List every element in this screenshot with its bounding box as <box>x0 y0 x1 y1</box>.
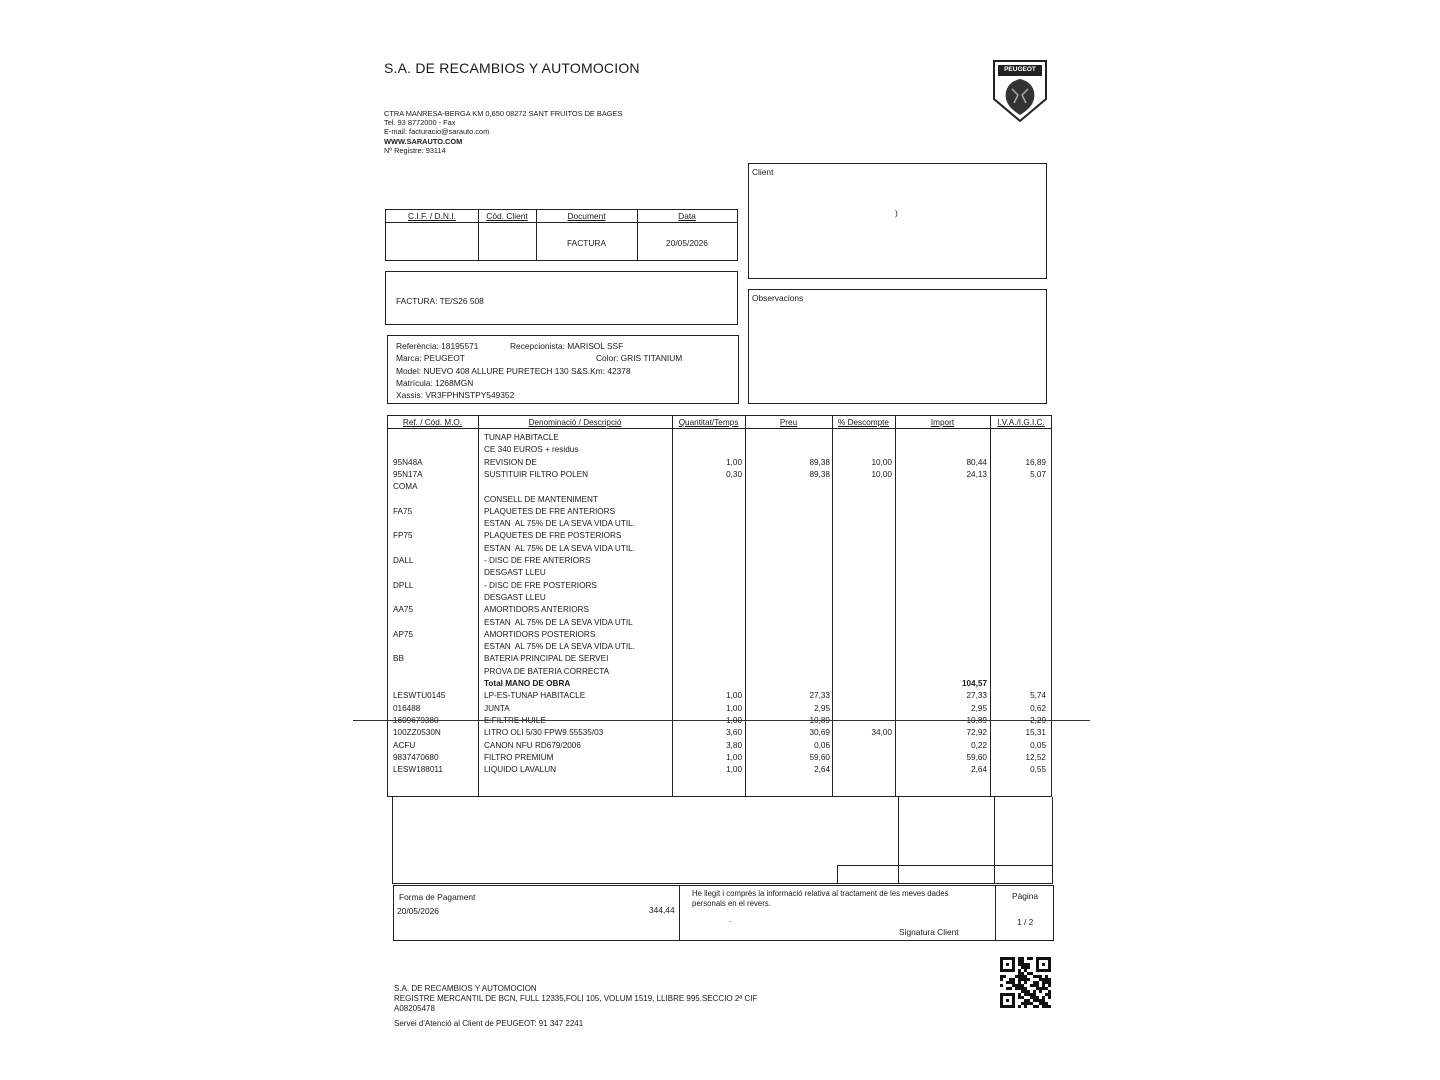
row-price: 2,64 <box>814 765 830 775</box>
document-header-table <box>385 209 738 261</box>
row-price: 59,60 <box>809 752 830 762</box>
row-quantity: 1,00 <box>726 691 742 701</box>
row-quantity: 0,30 <box>726 469 742 479</box>
payment-box <box>393 885 1054 941</box>
observations-box <box>748 289 1047 404</box>
client-code-label: Cód. Client <box>486 211 528 221</box>
row-vat: 0,55 <box>1030 765 1046 775</box>
row-ref: 9837470680 <box>393 752 439 762</box>
company-email: E-mail: facturacio@sarauto.com <box>384 127 490 137</box>
client-label: Client <box>752 167 774 177</box>
row-vat: 5,74 <box>1030 691 1046 701</box>
row-description: ESTAN AL 75% DE LA SEVA VIDA UTIL <box>484 617 633 627</box>
vehicle-make: Marca: PEUGEOT <box>396 353 465 363</box>
row-amount: 2,64 <box>971 765 987 775</box>
col-header-description: Denominació / Descripció <box>528 418 622 427</box>
col-header-vat: I.V.A./I.G.I.C. <box>997 418 1045 427</box>
row-description: SUSTITUIR FILTRO POLEN <box>484 469 589 479</box>
row-price: 30,69 <box>809 728 830 738</box>
row-description: TUNAP HABITACLE <box>484 433 559 442</box>
row-quantity: 3,60 <box>726 728 742 738</box>
privacy-consent-text: He llegit i comprès la informació relativa al tractament de les meves dades personals en el revers. <box>692 889 949 908</box>
row-description: CONSELL DE MANTENIMENT <box>484 494 598 504</box>
row-price: 2,95 <box>814 703 830 713</box>
row-description: LIQUIDO LAVALUN <box>484 765 557 775</box>
row-description: LITRO OLI 5/30 FPW9.55535/03 <box>484 728 604 738</box>
row-ref: FA75 <box>393 506 413 516</box>
row-amount: 27,33 <box>966 691 987 701</box>
page-number: 1 / 2 <box>1017 917 1034 927</box>
row-ref: AA75 <box>393 605 414 615</box>
row-description: DESGAST LLEU <box>484 568 546 578</box>
row-quantity: 1,00 <box>726 752 742 762</box>
row-amount: 0,22 <box>971 740 987 750</box>
row-description <box>484 715 670 727</box>
observations-label: Observacions <box>752 293 804 303</box>
col-header-price: Preu <box>779 418 798 427</box>
invoice-number: FACTURA: TE/S26 508 <box>396 296 484 306</box>
row-quantity: 1,00 <box>726 457 742 467</box>
row-ref <box>393 715 477 727</box>
row-description: JUNTA <box>484 703 510 713</box>
footer-company: S.A. DE RECAMBIOS Y AUTOMOCION <box>394 984 537 993</box>
company-address-block <box>384 109 622 155</box>
client-signature-label: Signatura Client <box>899 927 959 937</box>
col-header-quantity: Quantitat/Temps <box>678 418 739 427</box>
scan-line <box>353 720 1090 721</box>
footer-registry: REGISTRE MERCANTIL DE BCN, FULL 12335,FOLI 105, VOLUM 1519, LLIBRE 995.SECCIO 2ª CIF <box>394 994 758 1003</box>
peugeot-logo <box>990 59 1050 123</box>
col-header-ref: Ref. / Cód. M.O. <box>402 418 463 427</box>
vehicle-model: Model: NUEVO 408 ALLURE PURETECH 130 S&S.Km: 42378 <box>396 366 631 376</box>
row-vat: 12,52 <box>1025 752 1046 762</box>
row-ref: ACFU <box>393 740 416 750</box>
row-quantity: 3,80 <box>726 740 742 750</box>
row-description: FILTRO PREMIUM <box>484 752 554 762</box>
row-description: PLAQUETES DE FRE POSTERIORS <box>484 531 622 541</box>
row-ref: LESWTU0145 <box>393 691 446 701</box>
row-discount: 34,00 <box>871 728 892 738</box>
row-amount: 2,95 <box>971 703 987 713</box>
footer-customer-service: Servei d'Atenció al Client de PEUGEOT: 91 347 2241 <box>394 1019 584 1028</box>
row-description: CANON NFU RD679/2006 <box>484 740 581 750</box>
row-description: - DISC DE FRE ANTERIORS <box>484 556 591 565</box>
row-ref: 95N17A <box>393 469 423 479</box>
row-description: CE 340 EUROS + residus <box>484 445 579 455</box>
row-price: 27,33 <box>809 691 830 701</box>
vehicle-plate: Matrícula: 1268MGN <box>396 378 474 388</box>
qr-code-icon <box>1000 957 1051 1008</box>
client-box <box>748 163 1047 279</box>
row-discount: 10,00 <box>871 457 892 467</box>
vehicle-receptionist: Recepcionista: MARISOL SSF <box>510 341 624 351</box>
row-price: 0,06 <box>814 740 830 750</box>
row-price: 89,38 <box>809 469 830 479</box>
cif-label: C.I.F. / D.N.I. <box>408 211 456 221</box>
row-description: LP-ES-TUNAP HABITACLE <box>484 691 586 701</box>
row-ref: 100ZZ0530N <box>393 728 441 738</box>
row-ref: COMA <box>393 482 418 492</box>
consent-mark: . <box>729 914 732 924</box>
vehicle-reference: Referència: 18195571 <box>396 341 479 351</box>
row-ref: FP75 <box>393 531 413 541</box>
row-ref: DPLL <box>393 580 414 590</box>
row-description: Total MANO DE OBRA <box>484 679 571 688</box>
footer-cif: A08205478 <box>394 1004 435 1013</box>
row-discount: 10,00 <box>871 469 892 479</box>
row-ref: BB <box>393 654 404 664</box>
company-web: WWW.SARAUTO.COM <box>384 136 463 146</box>
vehicle-color: Color: GRIS TITANIUM <box>596 353 683 363</box>
row-quantity: 1,00 <box>726 765 742 775</box>
row-description: REVISION DE <box>484 457 537 467</box>
row-amount <box>895 715 987 727</box>
row-amount: 24,13 <box>966 469 987 479</box>
row-description: DESGAST LLEU <box>484 592 546 602</box>
row-price <box>745 715 830 727</box>
payment-method-label: Forma de Pagament <box>399 892 476 902</box>
totals-box <box>837 865 1053 884</box>
payment-amount: 344,44 <box>649 905 675 915</box>
row-vat: 16,89 <box>1025 457 1046 467</box>
document-type: FACTURA <box>566 238 607 248</box>
col-header-amount: Import <box>930 418 955 427</box>
date-label: Data <box>678 211 696 221</box>
row-vat: 0,62 <box>1030 703 1046 713</box>
company-name: S.A. DE RECAMBIOS Y AUTOMOCION <box>384 60 640 76</box>
row-amount: 80,44 <box>966 457 987 467</box>
logo-text: PEUGEOT <box>1004 66 1036 73</box>
row-amount: 59,60 <box>966 752 987 762</box>
row-description: - DISC DE FRE POSTERIORS <box>484 580 597 590</box>
row-description: ESTAN AL 75% DE LA SEVA VIDA UTIL. <box>484 519 635 529</box>
invoice-reference-box <box>385 271 738 325</box>
vehicle-vin: Xassis: VR3FPHNSTPY549352 <box>396 390 515 400</box>
row-description: AMORTIDORS POSTERIORS <box>484 629 596 639</box>
row-vat: 15,31 <box>1025 728 1046 738</box>
row-ref: DALL <box>393 556 414 565</box>
page-label: Pàgina <box>1012 891 1039 901</box>
row-quantity <box>672 715 742 727</box>
row-ref: 016488 <box>393 703 421 713</box>
document-label: Document <box>567 211 606 221</box>
row-vat <box>990 715 1046 727</box>
row-quantity: 1,00 <box>726 703 742 713</box>
company-registry: Nº Registre: 93114 <box>384 145 446 155</box>
row-description: ESTAN AL 75% DE LA SEVA VIDA UTIL. <box>484 642 635 652</box>
row-amount: 72,92 <box>966 728 987 738</box>
document-date: 20/05/2026 <box>666 238 708 248</box>
row-amount: 104,57 <box>961 679 987 688</box>
payment-date: 20/05/2026 <box>397 906 439 916</box>
company-address: CTRA MANRESA-BERGA KM 0,650 08272 SANT FRUITOS DE BAGES <box>384 109 623 118</box>
client-value: ) <box>895 208 898 218</box>
company-tel: Tel. 93 8772000 - Fax <box>384 118 456 128</box>
row-description: AMORTIDORS ANTERIORS <box>484 605 589 615</box>
row-vat: 5,07 <box>1030 469 1046 479</box>
row-description: BATERIA PRINCIPAL DE SERVEI <box>484 654 609 664</box>
row-vat: 0,05 <box>1030 740 1046 750</box>
row-ref: LESW188011 <box>393 765 443 775</box>
col-header-discount: % Descompte <box>838 418 889 427</box>
row-ref: AP75 <box>393 629 414 639</box>
row-description: PROVA DE BATERIA CORRECTA <box>484 666 610 676</box>
row-ref: 95N48A <box>393 457 423 467</box>
row-price: 89,38 <box>809 457 830 467</box>
row-description: ESTAN AL 75% DE LA SEVA VIDA UTIL. <box>484 543 635 553</box>
row-description: PLAQUETES DE FRE ANTERIORS <box>484 506 616 516</box>
